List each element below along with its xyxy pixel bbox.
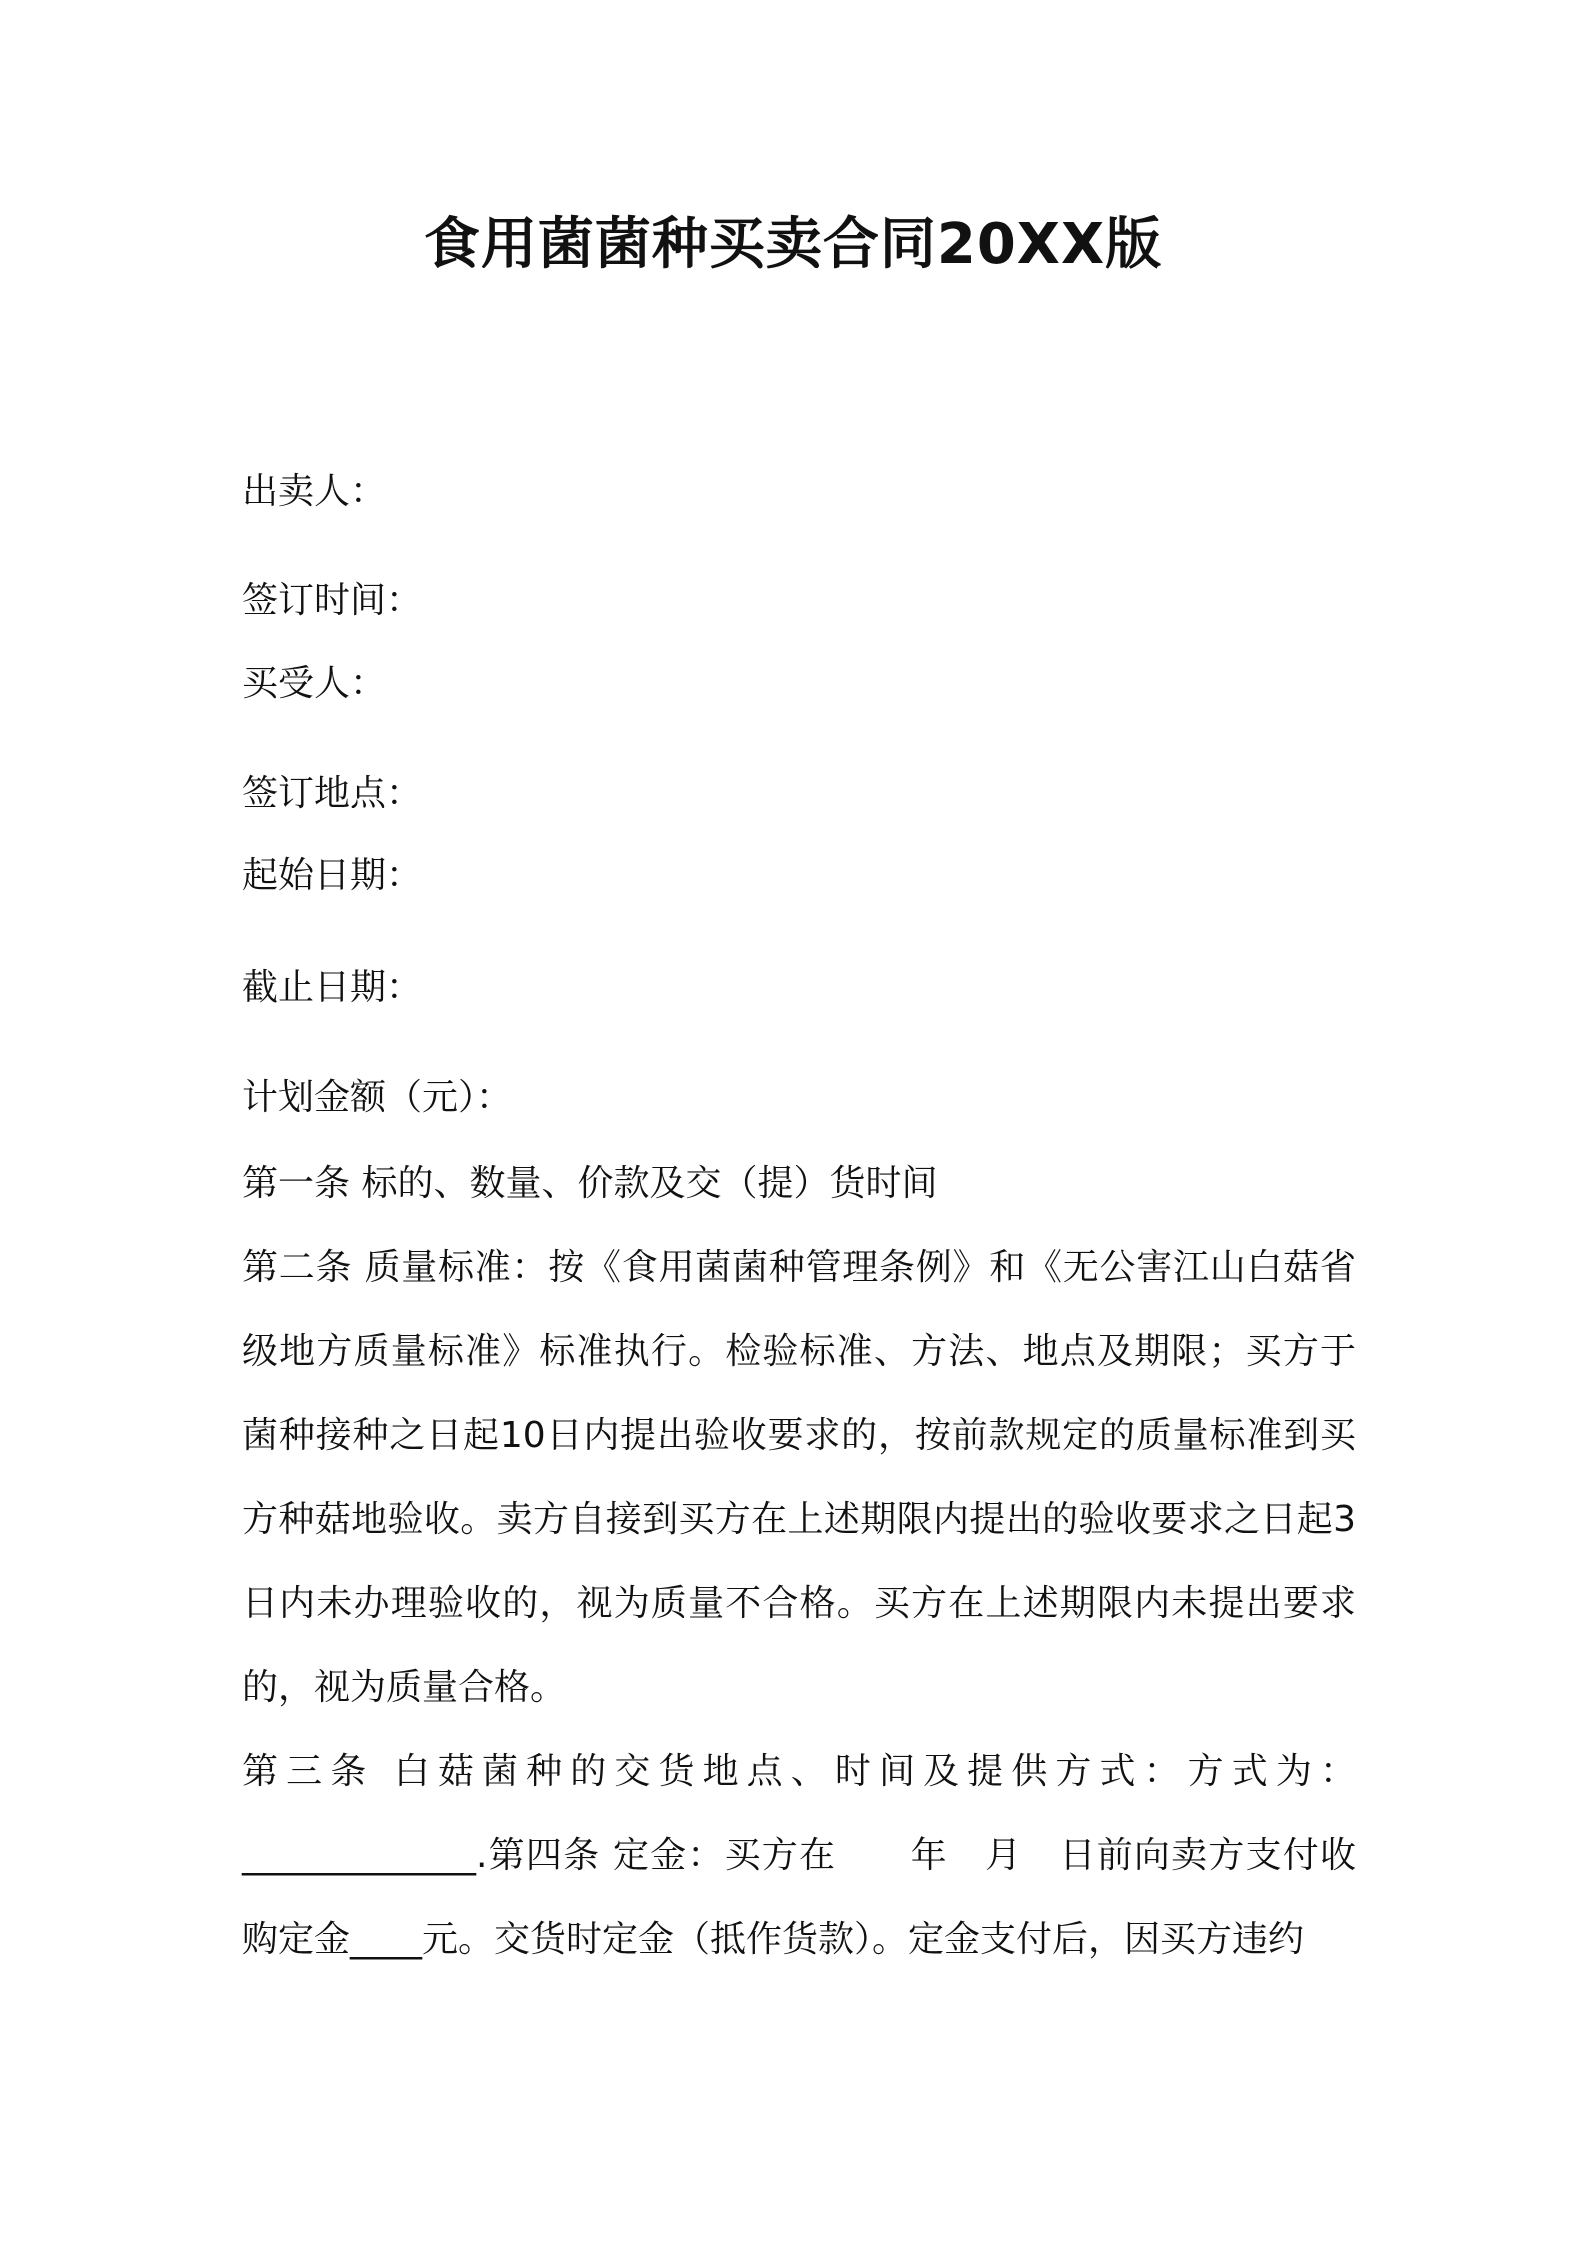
article-3-paragraph: 第三条 白菇菌种的交货地点、时间及提供方式：方式为：_____________.第四条 定金：买方在 年 月 日前向卖方支付收购定金____元。交货时定金（抵作货款）。定金支付后，因买方违约 <box>242 1751 1356 1960</box>
article-1-paragraph: 第一条 标的、数量、价款及交（提）货时间 <box>242 1163 938 1204</box>
signing-place-field: 签订地点： <box>242 773 423 814</box>
contract-body <box>242 1142 1356 1982</box>
buyer-field: 买受人： <box>242 663 387 704</box>
document-title: 食用菌菌种买卖合同20XX版 <box>423 212 1163 277</box>
planned-amount-field: 计划金额（元）： <box>242 1077 513 1118</box>
end-date-field: 截止日期： <box>242 967 423 1008</box>
article-2-paragraph: 第二条 质量标准：按《食用菌菌种管理条例》和《无公害江山白菇省级地方质量标准》标准执行。检验标准、方法、地点及期限；买方于菌种接种之日起10日内提出验收要求的，按前款规定的质量标准到买方种菇地验收。卖方自接到买方在上述期限内提出的验收要求之日起3日内未办理验收的，视为质量不合格。买方在上述期限内未提出要求的，视为质量合格。 <box>242 1247 1356 1708</box>
start-date-field: 起始日期： <box>242 855 423 896</box>
seller-field: 出卖人： <box>242 471 387 512</box>
signing-time-field: 签订时间： <box>242 580 423 621</box>
